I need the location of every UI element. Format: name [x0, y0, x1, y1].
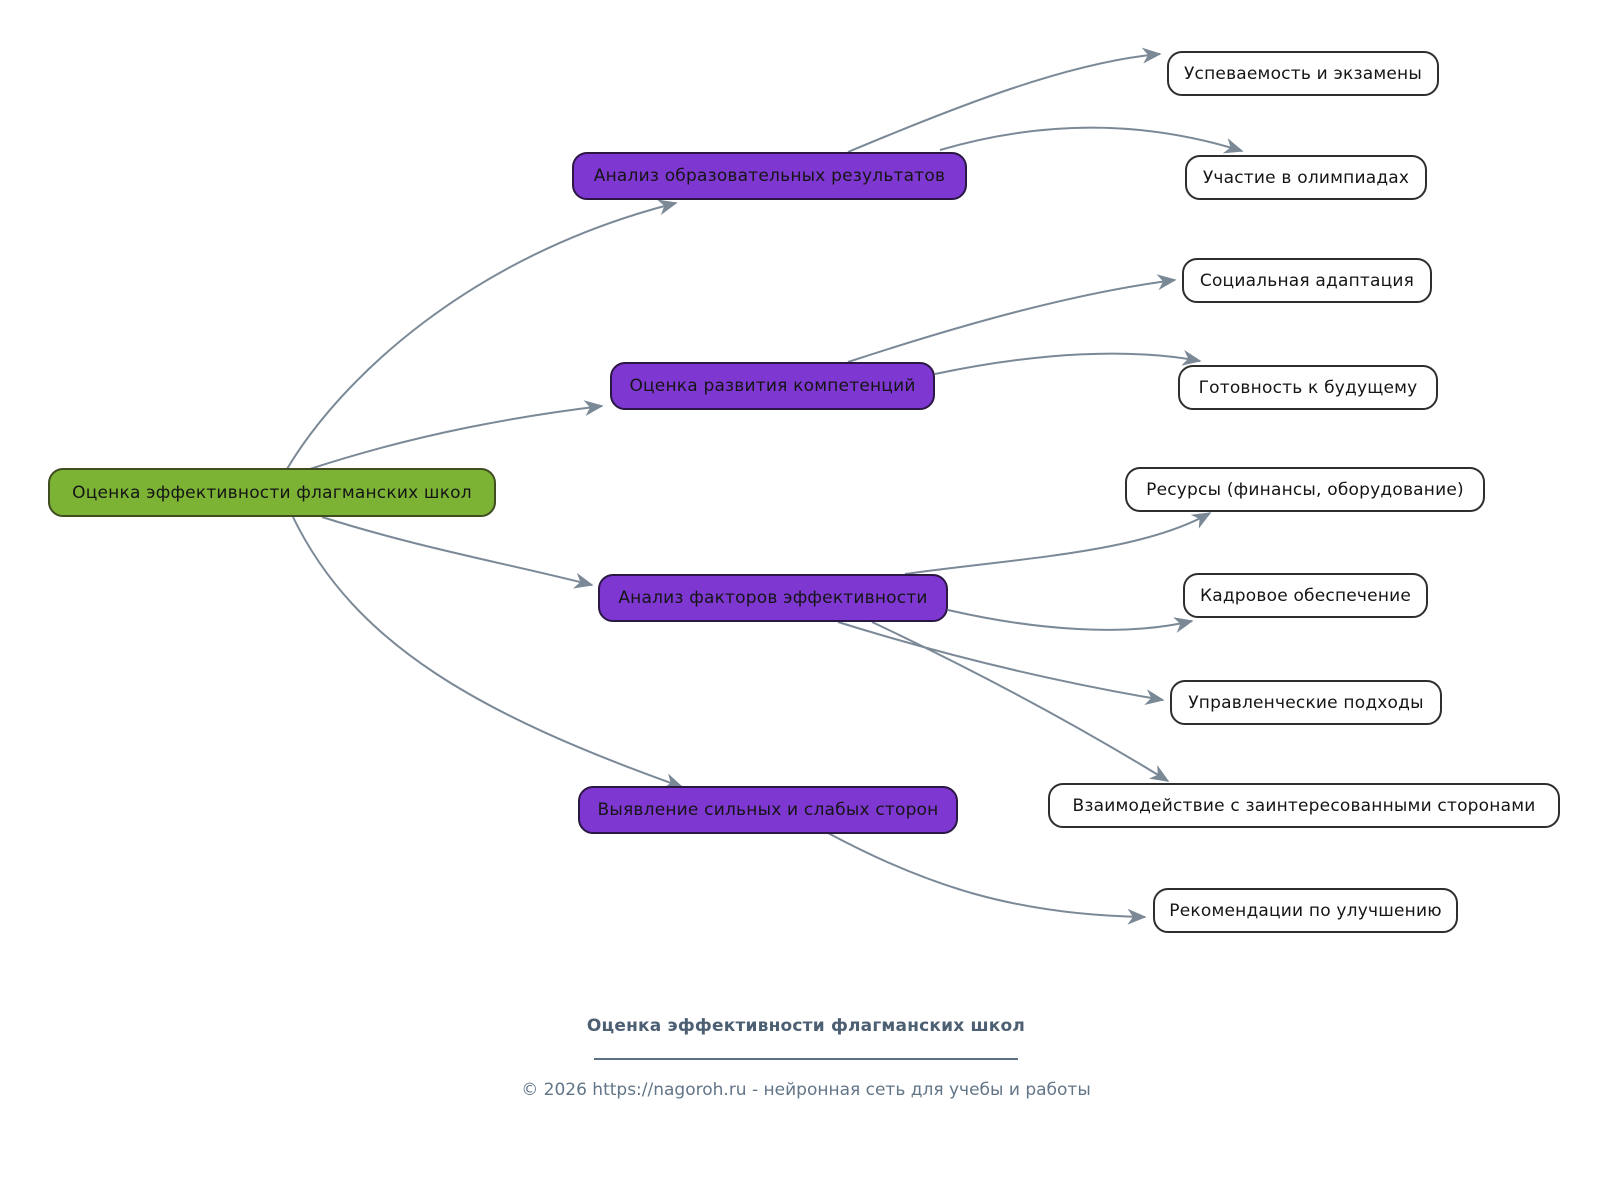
edge-branch-4-to-leaf-9: [828, 833, 1145, 917]
branch-node-2: Оценка развития компетенций: [610, 362, 935, 410]
leaf-node-resursy: Ресурсы (финансы, оборудование): [1125, 467, 1485, 512]
diagram-title: Оценка эффективности флагманских школ: [586, 1016, 1026, 1036]
edge-branch-1-to-leaf-1: [848, 54, 1160, 152]
leaf-node-upravlenie: Управленческие подходы: [1170, 680, 1442, 725]
edge-branch-2-to-leaf-3: [848, 280, 1175, 362]
edge-branch-3-to-leaf-5: [905, 513, 1210, 574]
branch-node-1: Анализ образовательных результатов: [572, 152, 967, 200]
edge-branch-2-to-leaf-4: [935, 354, 1200, 374]
leaf-node-olimpiady: Участие в олимпиадах: [1185, 155, 1427, 200]
leaf-node-uspevaemost: Успеваемость и экзамены: [1167, 51, 1439, 96]
edge-root-to-branch-2: [310, 406, 602, 469]
edge-root-to-branch-4: [293, 517, 682, 787]
leaf-node-vzaimodeystvie: Взаимодействие с заинтересованными сторонами: [1048, 783, 1560, 828]
branch-node-3: Анализ факторов эффективности: [598, 574, 948, 622]
title-underline: [594, 1058, 1018, 1060]
leaf-node-gotovnost: Готовность к будущему: [1178, 365, 1438, 410]
edge-root-to-branch-1: [287, 203, 676, 469]
copyright-text: © 2026 https://nagoroh.ru - нейронная сеть для учебы и работы: [521, 1080, 1091, 1100]
edge-branch-1-to-leaf-2: [940, 128, 1242, 151]
leaf-node-rekomendacii: Рекомендации по улучшению: [1153, 888, 1458, 933]
edge-root-to-branch-3: [322, 517, 592, 585]
leaf-node-adaptaciya: Социальная адаптация: [1182, 258, 1432, 303]
leaf-node-kadry: Кадровое обеспечение: [1183, 573, 1428, 618]
edge-branch-3-to-leaf-7: [838, 622, 1163, 700]
branch-node-4: Выявление сильных и слабых сторон: [578, 786, 958, 834]
edge-branch-3-to-leaf-6: [948, 610, 1192, 630]
node-root: Оценка эффективности флагманских школ: [48, 468, 496, 517]
